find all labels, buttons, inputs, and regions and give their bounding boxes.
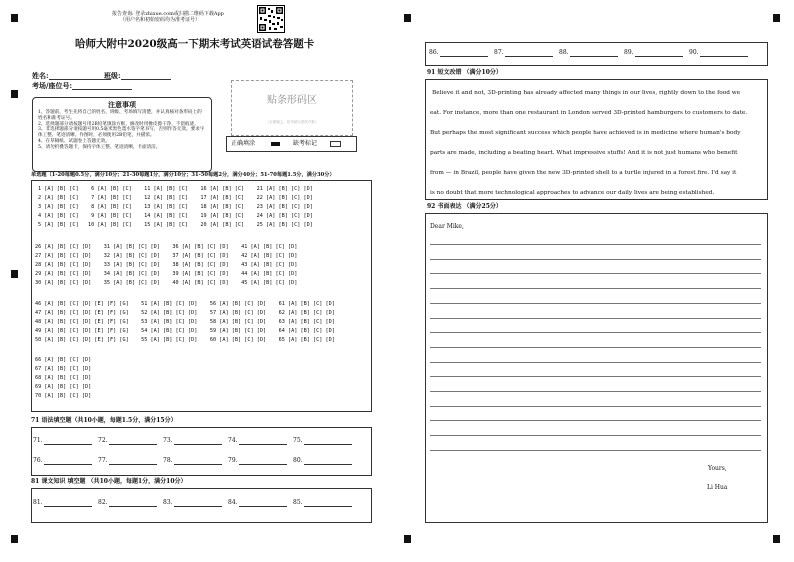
- report-notice-line2: （用户名和初始密码均为准考证号）: [120, 17, 201, 23]
- vocab-blank[interactable]: 87.: [494, 49, 553, 57]
- mcq-row[interactable]: 70 [A] [B] [C] [D]: [35, 393, 92, 399]
- grammar-blank[interactable]: 79.: [228, 457, 287, 465]
- essay-writing-line[interactable]: [430, 318, 761, 319]
- essay-writing-line[interactable]: [430, 347, 761, 348]
- mcq-row[interactable]: 69 [A] [B] [C] [D]: [35, 384, 92, 390]
- correction-line: is no doubt that more technological approaches to advance our daily lives are being established.: [430, 190, 715, 196]
- registration-mark: [11, 270, 18, 278]
- correct-fill-example-icon: [271, 142, 280, 146]
- mcq-row[interactable]: 29 [A] [B] [C] [D] 34 [A] [B] [C] [D] 39 [A] [B] [C] [D] 44 [A] [B] [C] [D]: [35, 271, 298, 277]
- grammar-blank[interactable]: 74.: [228, 437, 287, 445]
- vocab-blank[interactable]: 86.: [429, 49, 488, 57]
- barcode-label: 贴条形码区: [267, 95, 317, 106]
- notes-item: 4、在草稿纸、试题卷上答题无效。: [38, 138, 110, 144]
- mcq-row[interactable]: 49 [A] [B] [C] [D] [E] [F] [G] 54 [A] [B] [C] [D] 59 [A] [B] [C] [D] 64 [A] [B] [C] [D]: [35, 328, 335, 334]
- grammar-blank[interactable]: 71.: [33, 437, 92, 445]
- notes-item: 2、选择题部分请按题号用2B铅笔填涂方框，修改时用橡皮擦干净，不留痕迹。: [38, 121, 199, 127]
- vocab-blank[interactable]: 83.: [163, 499, 222, 507]
- vocab-blank[interactable]: 84.: [228, 499, 287, 507]
- essay-writing-line[interactable]: [430, 273, 761, 274]
- correct-fill-label: 正确填涂: [231, 140, 256, 147]
- registration-mark: [11, 90, 18, 98]
- registration-mark: [404, 14, 411, 22]
- mcq-row[interactable]: 30 [A] [B] [C] [D] 35 [A] [B] [C] [D] 40 [A] [B] [C] [D] 45 [A] [B] [C] [D]: [35, 280, 298, 286]
- class-field[interactable]: [104, 71, 171, 80]
- essay-greeting: Dear Mike,: [430, 223, 464, 230]
- exam-room-seat-field[interactable]: [32, 81, 132, 90]
- registration-mark: [11, 14, 18, 22]
- essay-writing-line[interactable]: [430, 376, 761, 377]
- barcode-area[interactable]: [231, 80, 353, 136]
- vocab-blank[interactable]: 88.: [559, 49, 618, 57]
- vocab-blank[interactable]: 90.: [689, 49, 748, 57]
- notes-title: 注意事项: [108, 100, 136, 109]
- vocab-blank[interactable]: 82.: [98, 499, 157, 507]
- grammar-blank[interactable]: 73.: [163, 437, 222, 445]
- essay-writing-line[interactable]: [430, 435, 761, 436]
- essay-writing-line[interactable]: [430, 332, 761, 333]
- essay-writing-line[interactable]: [430, 450, 761, 451]
- essay-writing-line[interactable]: [430, 391, 761, 392]
- name-field[interactable]: [32, 71, 111, 80]
- mcq-row[interactable]: 48 [A] [B] [C] [D] [E] [F] [G] 53 [A] [B] [C] [D] 58 [A] [B] [C] [D] 63 [A] [B] [C] [D]: [35, 319, 335, 325]
- vocab-blank[interactable]: 81.: [33, 499, 92, 507]
- mcq-row[interactable]: 3 [A] [B] [C] 8 [A] [B] [C] 13 [A] [B] [C] 18 [A] [B] [C] 23 [A] [B] [C] [D]: [38, 204, 313, 210]
- mcq-row[interactable]: 68 [A] [B] [C] [D]: [35, 375, 92, 381]
- essay-writing-line[interactable]: [430, 244, 761, 245]
- registration-mark: [11, 535, 18, 543]
- mcq-row[interactable]: 27 [A] [B] [C] [D] 32 [A] [B] [C] [D] 37 [A] [B] [C] [D] 42 [A] [B] [C] [D]: [35, 253, 298, 259]
- mcq-row[interactable]: 46 [A] [B] [C] [D] [E] [F] [G] 51 [A] [B] [C] [D] 56 [A] [B] [C] [D] 61 [A] [B] [C] [D]: [35, 301, 335, 307]
- notes-box: [32, 97, 212, 172]
- essay-writing-line[interactable]: [430, 420, 761, 421]
- fill-flags: [226, 136, 357, 152]
- notes-item: 1、答题前，考生先将自己的姓名、班级、考场填写清楚，并认真核对条形码上的姓名和准考证号。: [38, 110, 202, 121]
- essay-writing-line[interactable]: [430, 288, 761, 289]
- essay-writing-line[interactable]: [430, 406, 761, 407]
- mcq-heading: 单选题（1-20每题0.5分，满分10分；21-30每题1分，满分10分；31-50每题2分，满分40分；51-70每题1.5分，满分30分）: [31, 172, 335, 178]
- report-notice-line1: 报告查询: 登录zhixue.com或扫描二维码下载App: [112, 11, 224, 17]
- registration-mark: [404, 535, 411, 543]
- grammar-blank[interactable]: 80.: [293, 457, 352, 465]
- mcq-row[interactable]: 50 [A] [B] [C] [D] [E] [F] [G] 55 [A] [B] [C] [D] 60 [A] [B] [C] [D] 65 [A] [B] [C] [D]: [35, 337, 335, 343]
- correction-text[interactable]: [430, 90, 763, 210]
- registration-mark: [773, 14, 780, 22]
- vocab-heading: 81 课文知识 填空题 （共10小题，每题1分，满分10分）: [31, 478, 187, 485]
- barcode-note: （正面朝上，切勿贴出虚线方框）: [265, 120, 319, 124]
- essay-closing: Yours,: [708, 465, 727, 472]
- page-title: 哈师大附中2020级高一下期末考试英语试卷答题卡: [75, 38, 315, 50]
- absent-mark-label: 缺考标记: [293, 140, 318, 147]
- qr-code-icon[interactable]: [257, 5, 285, 33]
- grammar-blank[interactable]: 72.: [98, 437, 157, 445]
- grammar-blank[interactable]: 75.: [293, 437, 352, 445]
- mcq-row[interactable]: 47 [A] [B] [C] [D] [E] [F] [G] 52 [A] [B] [C] [D] 57 [A] [B] [C] [D] 62 [A] [B] [C] [D]: [35, 310, 335, 316]
- report-notice: [112, 11, 257, 23]
- exam-room-seat-label: 考场/座位号:: [32, 81, 73, 90]
- mcq-row[interactable]: 28 [A] [B] [C] [D] 33 [A] [B] [C] [D] 38 [A] [B] [C] [D] 43 [A] [B] [C] [D]: [35, 262, 298, 268]
- essay-heading: 92 书面表达 （满分25分）: [427, 203, 502, 210]
- vocab-blank[interactable]: 89.: [624, 49, 683, 57]
- vocab-blank[interactable]: 85.: [293, 499, 352, 507]
- correction-heading: 91 短文改错 （满分10分）: [427, 69, 502, 76]
- registration-mark: [773, 535, 780, 543]
- mcq-row[interactable]: 1 [A] [B] [C] 6 [A] [B] [C] 11 [A] [B] [C] 16 [A] [B] [C] 21 [A] [B] [C] [D]: [38, 186, 313, 192]
- absent-mark-checkbox[interactable]: [330, 141, 341, 147]
- essay-writing-line[interactable]: [430, 362, 761, 363]
- mcq-row[interactable]: 66 [A] [B] [C] [D]: [35, 357, 92, 363]
- name-label: 姓名:: [32, 71, 49, 80]
- grammar-blank[interactable]: 78.: [163, 457, 222, 465]
- mcq-row[interactable]: 4 [A] [B] [C] 9 [A] [B] [C] 14 [A] [B] [C] 19 [A] [B] [C] 24 [A] [B] [C] [D]: [38, 213, 313, 219]
- grammar-heading: 71 语法填空题（共10小题，每题1.5分，满分15分）: [31, 417, 177, 424]
- essay-writing-line[interactable]: [430, 259, 761, 260]
- mcq-row[interactable]: 2 [A] [B] [C] 7 [A] [B] [C] 12 [A] [B] [C] 17 [A] [B] [C] 22 [A] [B] [C] [D]: [38, 195, 313, 201]
- mcq-row[interactable]: 5 [A] [B] [C] 10 [A] [B] [C] 15 [A] [B] [C] 20 [A] [B] [C] 25 [A] [B] [C] [D]: [38, 222, 313, 228]
- essay-writing-line[interactable]: [430, 303, 761, 304]
- notes-item: 5、请勿折叠答题卡，保持字体工整、笔迹清晰、卡面清洁。: [38, 144, 161, 150]
- essay-signature: Li Hua: [707, 484, 728, 491]
- correction-line: eat. For instance, more than one restaurant in London served 3D-printed hamburgers to customers to date.: [430, 110, 748, 116]
- mcq-row[interactable]: 67 [A] [B] [C] [D]: [35, 366, 92, 372]
- correction-line: Believe it and not, 3D-printing has already affected many things in our lives, rightly down to the food we: [432, 90, 741, 96]
- notes-item: 3、非选择题部分请按题号用0.5毫米黑色墨水签字笔书写，否则作答无效。要求字体工整、笔迹清晰。作图时，必须使用2B铅笔，并描浓。: [38, 127, 205, 139]
- mcq-row[interactable]: 26 [A] [B] [C] [D] 31 [A] [B] [C] [D] 36 [A] [B] [C] [D] 41 [A] [B] [C] [D]: [35, 244, 298, 250]
- correction-line: But perhaps the most significant success which people have achieved is in medicine where human's body: [430, 130, 741, 136]
- class-label: 班级:: [104, 71, 121, 80]
- grammar-blank[interactable]: 76.: [33, 457, 92, 465]
- correction-line: parts are made, including a beating heart. What impressive stuffs! And it is not just humans who benefit: [430, 150, 738, 156]
- grammar-blank[interactable]: 77.: [98, 457, 157, 465]
- grammar-area: [31, 427, 372, 476]
- correction-line: from — in Brazil, people have given the new 3D-printed shell to a turtle injured in a forest fire. I'd say it: [430, 170, 737, 176]
